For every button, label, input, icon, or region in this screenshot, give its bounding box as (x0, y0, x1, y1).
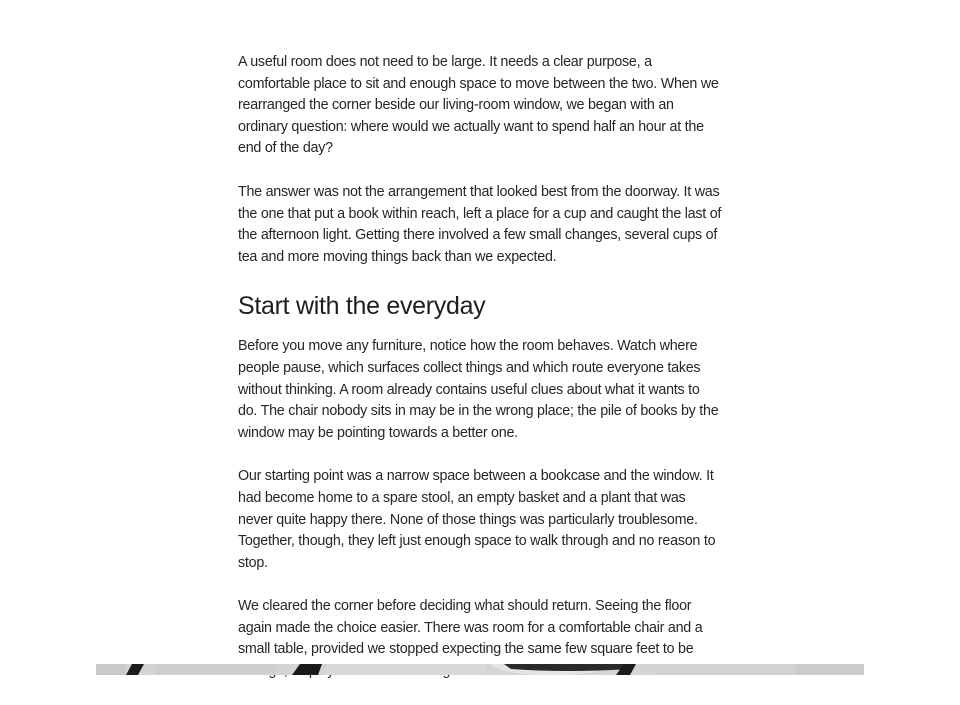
section-paragraph-2: Our starting point was a narrow space between a bookcase and the window. It had become home to a spare stool, an empty basket and a plant that was never quite happy there. None of those things was particularly troublesome. Together, though, they left just enough space to walk through and no reason to stop. (238, 468, 716, 571)
article-photo-image (96, 664, 864, 675)
intro-paragraph-1: A useful room does not need to be large. It needs a clear purpose, a comfortable place to sit and enough space to move between the two. When we rearranged the corner beside our living-room window, we began with an ordinary question: where would we actually want to spend half an hour at the end of the day? (238, 54, 719, 157)
section-paragraph-3: We cleared the corner before deciding what should return. Seeing the floor again made the choice easier. There was room for a comfortable chair and a small table, provided we stopped expecting the same few square feet to be (238, 598, 703, 658)
section-heading: Start with the everyday (238, 292, 486, 321)
article-photo (96, 664, 864, 675)
intro-paragraph-2: The answer was not the arrangement that looked best from the doorway. It was the one that put a book within reach, left a place for a cup and caught the last of the afternoon light. Getting there involved a few small changes, several cups of tea and more moving things back than we expected. (238, 183, 722, 265)
article-body (238, 52, 722, 705)
section-paragraph-1: Before you move any furniture, notice how the room behaves. Watch where people pause, which surfaces collect things and which route everyone takes without thinking. A room already contains useful clues about what it wants to do. The chair nobody sits in may be in the wrong place; the pile of books by the window may be pointing towards a better one. (238, 338, 719, 441)
